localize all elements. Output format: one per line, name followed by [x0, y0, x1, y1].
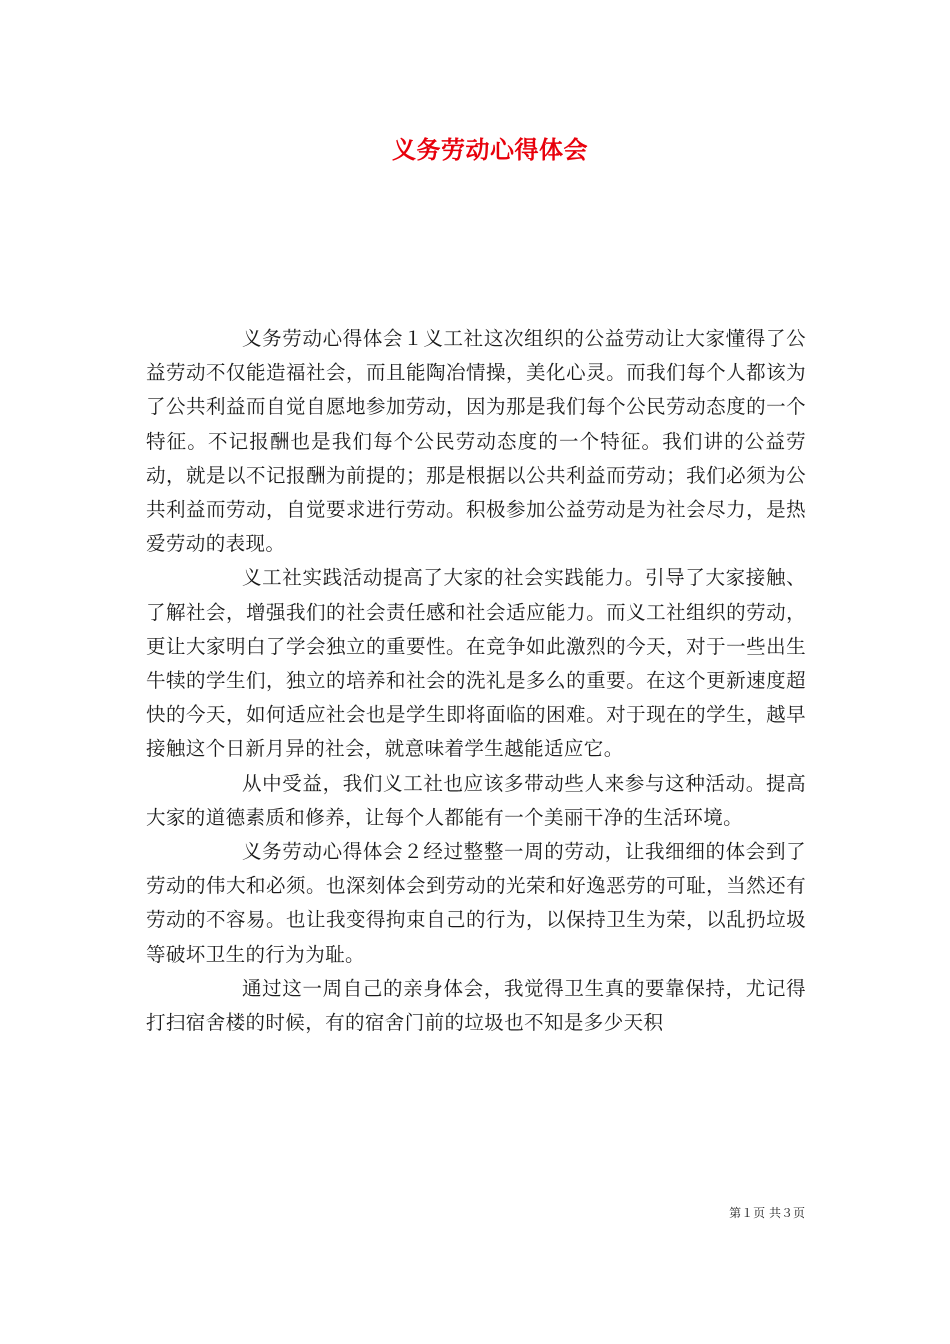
paragraph: 义务劳动心得体会２经过整整一周的劳动，让我细细的体会到了劳动的伟大和必须。也深刻体会到劳动的光荣和好逸恶劳的可耻，当然还有劳动的不容易。也让我变得拘束自己的行为，以保持卫生为荣，以乱扔垃圾等破坏卫生的行为为耻。	[146, 840, 806, 966]
page-number-footer: 第１页 共３页	[729, 1206, 805, 1220]
document-body	[146, 322, 806, 1040]
paragraph: 从中受益，我们义工社也应该多带动些人来参与这种活动。提高大家的道德素质和修养，让每个人都能有一个美丽干净的生活环境。	[146, 771, 806, 829]
paragraph: 义工社实践活动提高了大家的社会实践能力。引导了大家接触、了解社会，增强我们的社会责任感和社会适应能力。而义工社组织的劳动，更让大家明白了学会独立的重要性。在竞争如此激烈的今天，对于一些出生牛犊的学生们，独立的培养和社会的洗礼是多么的重要。在这个更新速度超快的今天，如何适应社会也是学生即将面临的困难。对于现在的学生，越早接触这个日新月异的社会，就意味着学生越能适应它。	[146, 566, 806, 761]
document-title: 义务劳动心得体会	[392, 135, 588, 164]
paragraph: 义务劳动心得体会１义工社这次组织的公益劳动让大家懂得了公益劳动不仅能造福社会，而且能陶冶情操，美化心灵。而我们每个人都该为了公共利益而自觉自愿地参加劳动，因为那是我们每个公民劳动态度的一个特征。不记报酬也是我们每个公民劳动态度的一个特征。我们讲的公益劳动，就是以不记报酬为前提的；那是根据以公共利益而劳动；我们必须为公共利益而劳动，自觉要求进行劳动。积极参加公益劳动是为社会尽力，是热爱劳动的表现。	[146, 327, 806, 556]
paragraph: 通过这一周自己的亲身体会，我觉得卫生真的要靠保持，尤记得打扫宿舍楼的时候，有的宿舍门前的垃圾也不知是多少天积	[146, 976, 806, 1035]
